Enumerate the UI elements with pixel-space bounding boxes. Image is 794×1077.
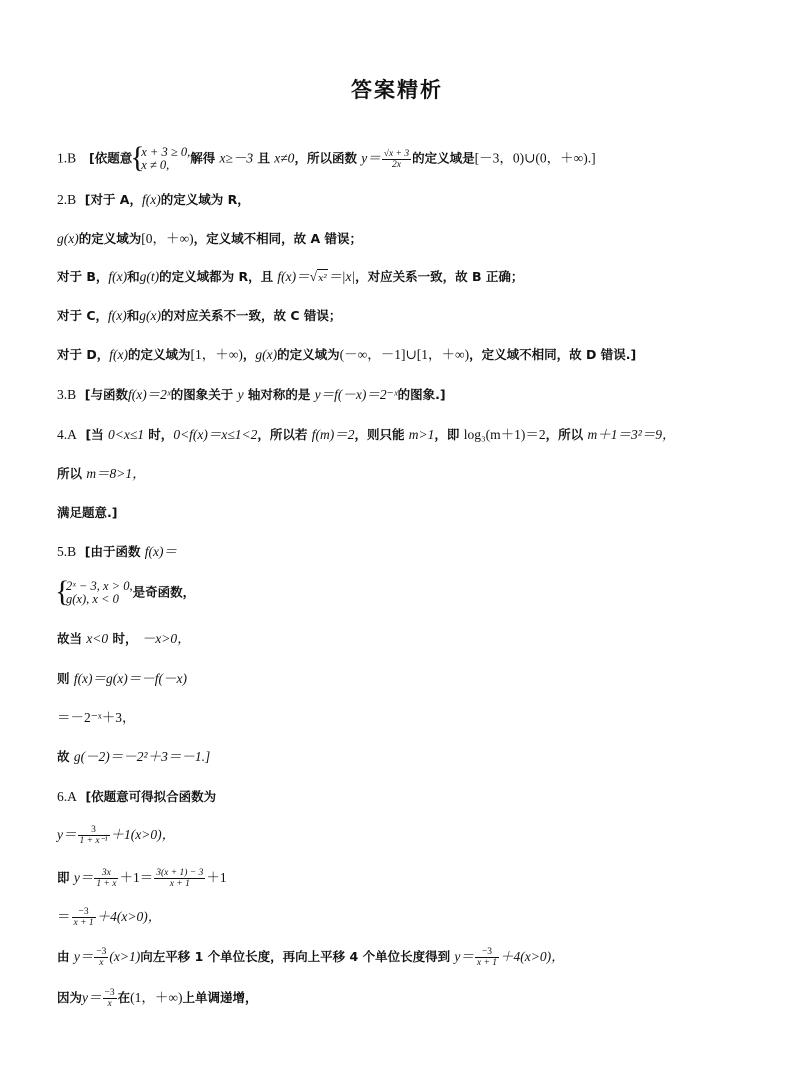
answer-number: 3.B (57, 387, 77, 402)
answer-text: [对于 A， (84, 192, 142, 207)
math-expr: 0<f(x)＝x≤1<2 (173, 427, 258, 442)
fraction-numerator: √x + 3 (383, 148, 410, 159)
answer-number: 5.B (57, 544, 77, 559)
answer-text: 对于 D， (57, 347, 110, 362)
fraction (154, 868, 205, 889)
fraction (78, 825, 110, 846)
math-expr: f(x) (109, 347, 128, 362)
answer-number: 6.A (57, 789, 77, 804)
math-expr: g(t) (139, 269, 160, 284)
answer-number: 4.A (57, 427, 77, 442)
answer-text: ， (242, 347, 256, 362)
answer-text: 的图象.] (397, 387, 446, 402)
answer-text: 和 (126, 308, 140, 323)
answer-text: 时， (112, 631, 138, 646)
system-row: { 2ˣ − 3, x > 0, (66, 579, 133, 593)
answer-5-line (57, 748, 757, 766)
system-row: x ≠ 0, (141, 158, 170, 172)
math-expr: g(－2)＝－2²＋3＝－1.] (73, 749, 211, 764)
math-expr: ＋1(x>0)， (110, 827, 176, 842)
math-expr: y＝ (454, 949, 474, 964)
sqrt-radicand: x² (317, 269, 328, 288)
fraction-numerator: −3 (475, 947, 499, 958)
answer-text: 由 (57, 949, 70, 964)
math-expr: g(x) (139, 308, 162, 323)
answer-text: 即 (57, 870, 70, 885)
fraction-denominator: 1 + x⁻¹ (79, 836, 108, 846)
answer-text: [由于函数 (84, 544, 141, 559)
math-expr: f(x) (108, 269, 128, 284)
answer-text: 故当 (57, 631, 83, 646)
answer-text: 故 (57, 749, 70, 764)
math-expr: f(x) (108, 308, 127, 323)
system-row: g(x), x < 0 (66, 592, 119, 606)
answer-5-line (57, 543, 757, 561)
math-expr: x<0 (86, 631, 109, 646)
math-expr: (x>1) (109, 949, 141, 964)
fraction (475, 947, 499, 968)
answer-5-line (57, 709, 757, 727)
answer-2-line (57, 346, 757, 364)
answer-text: [依题意 (89, 150, 133, 166)
answer-text: ，所以函数 (294, 150, 357, 166)
math-expr: f(x)＝ (144, 544, 177, 559)
answer-text: 在 (117, 990, 131, 1005)
answer-text: 满足题意.] (57, 505, 118, 520)
fraction-numerator: 3(x + 1) − 3 (156, 868, 204, 878)
answer-6-line (57, 947, 757, 968)
math-expr: x≠0 (274, 150, 295, 166)
math-expr: y＝ (73, 870, 94, 885)
math-expr: －x>0， (141, 631, 191, 646)
math-expr: f(x) (141, 192, 161, 207)
answer-text: 的图象关于 (170, 387, 234, 402)
fraction-denominator: x (99, 958, 104, 968)
answer-text: 对于 B， (57, 269, 109, 284)
math-expr: (1，＋∞) (130, 990, 183, 1005)
answer-3-line (57, 386, 757, 404)
math-expr: ＝ (57, 909, 71, 924)
math-expr: x≥－3 (219, 150, 254, 166)
answer-text: 时， (148, 427, 174, 442)
answer-text: 是奇函数， (132, 584, 196, 600)
answer-text: 的定义域为 (78, 231, 142, 246)
answer-text: ，定义域不相同，故 D 错误.] (469, 347, 637, 362)
math-expr: y＝ (57, 827, 77, 842)
answer-text: 向左平移 1 个单位长度，再向上平移 4 个单位长度得到 (140, 949, 451, 964)
fraction-denominator: 1 + x (96, 879, 117, 889)
math-expr: y (237, 387, 244, 402)
answer-text: 解得 (190, 150, 216, 166)
answer-text: 的定义域是 (412, 150, 475, 166)
answer-2-line (57, 307, 757, 325)
answer-text: 的定义域都为 R，且 (159, 269, 274, 284)
math-expr: [－3，0)∪(0，＋∞).] (474, 150, 596, 166)
answer-text: 的对应关系不一致，故 C 错误； (161, 308, 342, 323)
math-expr: y＝ (82, 990, 102, 1005)
answer-1-line (57, 146, 757, 172)
math-expr: [1，＋∞) (190, 347, 243, 362)
fraction-denominator: x + 1 (169, 879, 190, 889)
fraction-denominator: x + 1 (476, 958, 498, 968)
fraction (94, 868, 118, 889)
equation-system (132, 146, 190, 172)
answer-text: [与函数 (84, 387, 128, 402)
answer-text: 的定义域为 (127, 347, 191, 362)
answer-text: 的定义域为 (277, 347, 340, 362)
math-expr: m＋1＝3²＝9， (587, 427, 676, 442)
math-expr: ＝|x| (328, 269, 356, 284)
fraction-numerator: 3 (78, 825, 110, 836)
fraction-numerator: −3 (96, 947, 107, 957)
math-expr: m>1 (408, 427, 435, 442)
answer-text: ，即 (434, 427, 460, 442)
fraction (94, 947, 108, 968)
answer-text: ，所以若 (257, 427, 308, 442)
answer-4-line (57, 504, 757, 522)
fraction (72, 907, 96, 928)
math-expr: g(x) (57, 231, 79, 246)
math-expr: (－∞，－1]∪[1，＋∞) (339, 347, 470, 362)
answer-5-line (57, 580, 757, 606)
answer-6-line (57, 988, 757, 1009)
answer-text: ，则只能 (354, 427, 405, 442)
math-expr: ＝－2⁻ˣ＋3， (57, 710, 136, 725)
answer-5-line (57, 670, 757, 688)
answer-text: [依题意可得拟合函数为 (85, 789, 217, 804)
answer-number: 1.B (57, 150, 77, 166)
answer-6-line (57, 868, 757, 889)
answer-6-line (57, 825, 757, 846)
answer-6-line (57, 788, 757, 806)
fraction-denominator: x (107, 999, 112, 1009)
answer-text: 的定义域为 R， (160, 192, 250, 207)
math-expr: y＝f(－x)＝2⁻ˣ (314, 387, 398, 402)
answer-text: ，定义域不相同，故 A 错误； (193, 231, 363, 246)
math-expr: ＋1 (206, 870, 227, 885)
math-expr: ＋4(x>0)， (96, 909, 162, 924)
math-expr: f(x)＝ (277, 269, 310, 284)
math-expr: ＋1＝ (119, 870, 154, 885)
math-expr: log₃(m＋1)＝2 (463, 427, 546, 442)
math-expr: [0，＋∞) (141, 231, 194, 246)
answer-text: 且 (257, 150, 270, 166)
fraction (103, 988, 117, 1009)
fraction (382, 149, 411, 170)
answer-4-line (57, 426, 757, 444)
math-expr: y＝ (73, 949, 94, 964)
fraction-numerator: 3x (94, 868, 118, 879)
answer-text: 因为 (57, 990, 83, 1005)
answer-text: 上单调递增， (182, 990, 258, 1005)
math-expr: y＝ (361, 150, 381, 166)
answer-number: 2.B (57, 192, 77, 207)
answer-text: [当 (85, 427, 104, 442)
math-expr: g(x) (255, 347, 278, 362)
answer-4-line (57, 465, 757, 483)
answer-text: 则 (57, 671, 70, 686)
answer-6-line (57, 907, 757, 928)
answer-2-line (57, 230, 757, 248)
fraction-denominator: 2x (391, 159, 401, 170)
answer-2-line (57, 191, 757, 209)
math-expr: 0<x≤1 (107, 427, 144, 442)
piecewise-system (57, 580, 133, 606)
math-expr: ＋4(x>0)， (500, 949, 565, 964)
fraction-denominator: x + 1 (73, 918, 94, 928)
fraction-numerator: −3 (72, 907, 96, 918)
math-expr: f(x)＝2ˣ (127, 387, 171, 402)
math-expr: f(m)＝2 (311, 427, 355, 442)
answer-text: ，对应关系一致，故 B 正确； (355, 269, 524, 284)
math-expr: f(x)＝g(x)＝－f(－x) (73, 671, 188, 686)
answer-text: 所以 (57, 466, 83, 481)
answer-2-line: 对于 B，f(x)和g(t)的定义域都为 R，且 f(x)＝√x²＝|x|，对应关系一致，故 B 正确； (57, 268, 757, 288)
math-expr: m＝8>1， (86, 466, 146, 481)
answer-5-line (57, 630, 757, 648)
system-row: { x + 3 ≥ 0, (141, 145, 191, 159)
page-title: 答案精析 (351, 78, 443, 102)
answer-text: 和 (127, 269, 140, 284)
answer-text: 对于 C， (57, 308, 109, 323)
answer-text: 轴对称的是 (247, 387, 311, 402)
answer-text: ，所以 (545, 427, 584, 442)
fraction-numerator: −3 (104, 988, 115, 998)
